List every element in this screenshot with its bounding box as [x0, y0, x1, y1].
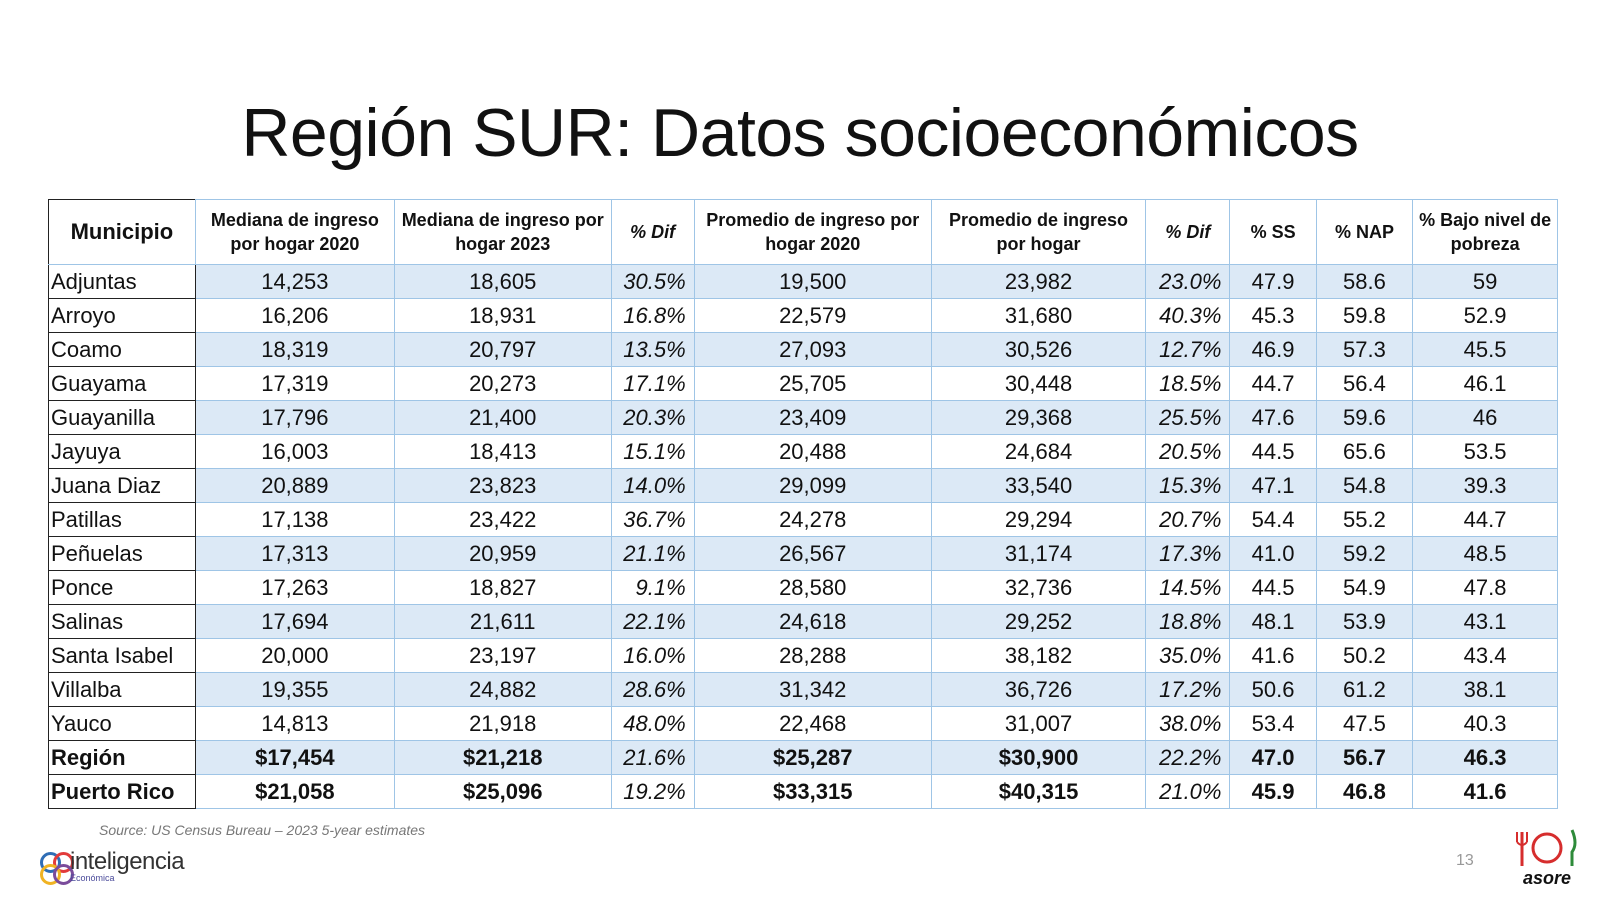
cell-dif-promedio: 25.5% [1146, 401, 1230, 435]
cell-mediana-2023: 20,797 [394, 333, 611, 367]
asore-logo [1512, 826, 1582, 896]
cell-promedio-2020: 24,278 [694, 503, 931, 537]
header-municipio: Municipio [49, 200, 196, 265]
cell-nap: 61.2 [1316, 673, 1412, 707]
cell-municipio: Guayama [49, 367, 196, 401]
cell-promedio-2020: 20,488 [694, 435, 931, 469]
cell-mediana-2023: 21,611 [394, 605, 611, 639]
cell-municipio: Ponce [49, 571, 196, 605]
cell-nap: 50.2 [1316, 639, 1412, 673]
cell-nap: 56.4 [1316, 367, 1412, 401]
cell-ss: 44.7 [1230, 367, 1316, 401]
cell-mediana-2020: 14,253 [195, 265, 394, 299]
cell-nap: 59.8 [1316, 299, 1412, 333]
cell-bajo-pobreza: 38.1 [1413, 673, 1558, 707]
cell-municipio: Coamo [49, 333, 196, 367]
header-mediana-2020: Mediana de ingreso por hogar 2020 [195, 200, 394, 265]
cell-ss: 47.9 [1230, 265, 1316, 299]
cell-nap: 59.2 [1316, 537, 1412, 571]
cell-mediana-2023: 18,413 [394, 435, 611, 469]
cell-mediana-2020: $17,454 [195, 741, 394, 775]
cell-promedio-2020: $33,315 [694, 775, 931, 809]
cell-mediana-2023: 18,827 [394, 571, 611, 605]
cell-mediana-2023: 21,400 [394, 401, 611, 435]
cell-promedio: 29,294 [931, 503, 1146, 537]
table-row [49, 537, 1558, 571]
cell-bajo-pobreza: 43.1 [1413, 605, 1558, 639]
cell-dif-promedio: 22.2% [1146, 741, 1230, 775]
source-note: Source: US Census Bureau – 2023 5-year estimates [99, 822, 426, 838]
cell-promedio: 31,007 [931, 707, 1146, 741]
table-row [49, 265, 1558, 299]
cell-mediana-2020: 17,313 [195, 537, 394, 571]
header-mediana-2023: Mediana de ingreso por hogar 2023 [394, 200, 611, 265]
restaurant-utensils-icon [1512, 826, 1582, 872]
cell-ss: 48.1 [1230, 605, 1316, 639]
header-bajo-pobreza: % Bajo nivel de pobreza [1413, 200, 1558, 265]
table-row [49, 333, 1558, 367]
cell-ss: 44.5 [1230, 435, 1316, 469]
cell-dif-mediana: 30.5% [611, 265, 694, 299]
header-promedio: Promedio de ingreso por hogar [931, 200, 1146, 265]
cell-municipio: Región [49, 741, 196, 775]
cell-dif-mediana: 13.5% [611, 333, 694, 367]
cell-promedio-2020: 28,580 [694, 571, 931, 605]
cell-promedio: $30,900 [931, 741, 1146, 775]
logo-right-word: asore [1522, 868, 1572, 888]
cell-bajo-pobreza: 45.5 [1413, 333, 1558, 367]
cell-mediana-2020: 14,813 [195, 707, 394, 741]
cell-mediana-2020: 19,355 [195, 673, 394, 707]
cell-mediana-2023: 21,918 [394, 707, 611, 741]
cell-promedio: 31,680 [931, 299, 1146, 333]
cell-municipio: Santa Isabel [49, 639, 196, 673]
table-header-row [49, 200, 1558, 265]
cell-mediana-2020: $21,058 [195, 775, 394, 809]
cell-promedio-2020: 31,342 [694, 673, 931, 707]
header-ss: % SS [1230, 200, 1316, 265]
cell-municipio: Puerto Rico [49, 775, 196, 809]
table-row [49, 469, 1558, 503]
cell-promedio: 29,368 [931, 401, 1146, 435]
cell-promedio: 31,174 [931, 537, 1146, 571]
cell-mediana-2023: 20,273 [394, 367, 611, 401]
cell-bajo-pobreza: 48.5 [1413, 537, 1558, 571]
cell-mediana-2020: 17,263 [195, 571, 394, 605]
cell-bajo-pobreza: 41.6 [1413, 775, 1558, 809]
cell-ss: 44.5 [1230, 571, 1316, 605]
cell-dif-mediana: 17.1% [611, 367, 694, 401]
cell-nap: 56.7 [1316, 741, 1412, 775]
cell-dif-mediana: 36.7% [611, 503, 694, 537]
cell-mediana-2020: 20,889 [195, 469, 394, 503]
cell-promedio-2020: 29,099 [694, 469, 931, 503]
cell-dif-promedio: 20.5% [1146, 435, 1230, 469]
cell-promedio: 33,540 [931, 469, 1146, 503]
cell-municipio: Juana Diaz [49, 469, 196, 503]
cell-dif-mediana: 28.6% [611, 673, 694, 707]
logo-left-sub: Económica [70, 873, 115, 883]
cell-nap: 46.8 [1316, 775, 1412, 809]
cell-nap: 54.9 [1316, 571, 1412, 605]
table-body [49, 265, 1558, 809]
cell-mediana-2020: 17,138 [195, 503, 394, 537]
cell-dif-mediana: 19.2% [611, 775, 694, 809]
cell-municipio: Yauco [49, 707, 196, 741]
cell-ss: 41.6 [1230, 639, 1316, 673]
cell-nap: 58.6 [1316, 265, 1412, 299]
cell-dif-mediana: 16.8% [611, 299, 694, 333]
cell-dif-mediana: 21.1% [611, 537, 694, 571]
cell-bajo-pobreza: 59 [1413, 265, 1558, 299]
cell-bajo-pobreza: 44.7 [1413, 503, 1558, 537]
cell-dif-mediana: 21.6% [611, 741, 694, 775]
cell-dif-promedio: 18.5% [1146, 367, 1230, 401]
cell-mediana-2023: 23,823 [394, 469, 611, 503]
cell-nap: 65.6 [1316, 435, 1412, 469]
cell-dif-promedio: 14.5% [1146, 571, 1230, 605]
cell-municipio: Arroyo [49, 299, 196, 333]
page-number: 13 [1456, 852, 1474, 869]
cell-mediana-2023: 23,197 [394, 639, 611, 673]
cell-municipio: Jayuya [49, 435, 196, 469]
cell-mediana-2023: $25,096 [394, 775, 611, 809]
header-dif-mediana: % Dif [611, 200, 694, 265]
cell-ss: 41.0 [1230, 537, 1316, 571]
cell-nap: 59.6 [1316, 401, 1412, 435]
cell-ss: 54.4 [1230, 503, 1316, 537]
cell-municipio: Villalba [49, 673, 196, 707]
cell-mediana-2020: 17,796 [195, 401, 394, 435]
cell-promedio-2020: 19,500 [694, 265, 931, 299]
cell-mediana-2023: 23,422 [394, 503, 611, 537]
logo-left-word: inteligencia [70, 848, 185, 875]
cell-ss: 46.9 [1230, 333, 1316, 367]
cell-dif-promedio: 15.3% [1146, 469, 1230, 503]
cell-promedio: $40,315 [931, 775, 1146, 809]
table-row [49, 401, 1558, 435]
cell-dif-mediana: 9.1% [611, 571, 694, 605]
cell-dif-promedio: 18.8% [1146, 605, 1230, 639]
cell-nap: 47.5 [1316, 707, 1412, 741]
cell-ss: 50.6 [1230, 673, 1316, 707]
cell-municipio: Adjuntas [49, 265, 196, 299]
cell-ss: 47.1 [1230, 469, 1316, 503]
cell-ss: 45.9 [1230, 775, 1316, 809]
cell-mediana-2020: 16,003 [195, 435, 394, 469]
cell-promedio-2020: 22,579 [694, 299, 931, 333]
cell-bajo-pobreza: 47.8 [1413, 571, 1558, 605]
cell-bajo-pobreza: 46.1 [1413, 367, 1558, 401]
cell-promedio-2020: 25,705 [694, 367, 931, 401]
cell-ss: 53.4 [1230, 707, 1316, 741]
cell-promedio-2020: $25,287 [694, 741, 931, 775]
cell-dif-mediana: 20.3% [611, 401, 694, 435]
cell-promedio-2020: 27,093 [694, 333, 931, 367]
cell-bajo-pobreza: 43.4 [1413, 639, 1558, 673]
cell-promedio: 32,736 [931, 571, 1146, 605]
table-row [49, 503, 1558, 537]
cell-dif-mediana: 16.0% [611, 639, 694, 673]
table-row [49, 571, 1558, 605]
cell-promedio-2020: 23,409 [694, 401, 931, 435]
cell-municipio: Salinas [49, 605, 196, 639]
table-row [49, 707, 1558, 741]
cell-dif-promedio: 17.2% [1146, 673, 1230, 707]
cell-mediana-2020: 20,000 [195, 639, 394, 673]
cell-dif-promedio: 20.7% [1146, 503, 1230, 537]
table-row [49, 299, 1558, 333]
table-row [49, 741, 1558, 775]
cell-promedio-2020: 24,618 [694, 605, 931, 639]
table-row [49, 367, 1558, 401]
cell-dif-promedio: 40.3% [1146, 299, 1230, 333]
table-row [49, 605, 1558, 639]
cell-dif-promedio: 21.0% [1146, 775, 1230, 809]
cell-municipio: Guayanilla [49, 401, 196, 435]
cell-mediana-2020: 17,319 [195, 367, 394, 401]
cell-promedio: 30,448 [931, 367, 1146, 401]
cell-dif-promedio: 38.0% [1146, 707, 1230, 741]
cell-bajo-pobreza: 46.3 [1413, 741, 1558, 775]
cell-ss: 47.6 [1230, 401, 1316, 435]
cell-promedio: 38,182 [931, 639, 1146, 673]
cell-promedio-2020: 26,567 [694, 537, 931, 571]
cell-bajo-pobreza: 40.3 [1413, 707, 1558, 741]
cell-bajo-pobreza: 39.3 [1413, 469, 1558, 503]
cell-promedio: 29,252 [931, 605, 1146, 639]
cell-mediana-2023: 24,882 [394, 673, 611, 707]
cell-dif-mediana: 22.1% [611, 605, 694, 639]
cell-dif-mediana: 48.0% [611, 707, 694, 741]
cell-promedio: 23,982 [931, 265, 1146, 299]
cell-promedio: 24,684 [931, 435, 1146, 469]
cell-mediana-2020: 16,206 [195, 299, 394, 333]
cell-promedio: 30,526 [931, 333, 1146, 367]
cell-ss: 45.3 [1230, 299, 1316, 333]
cell-municipio: Peñuelas [49, 537, 196, 571]
cell-mediana-2020: 18,319 [195, 333, 394, 367]
cell-promedio-2020: 28,288 [694, 639, 931, 673]
cell-dif-promedio: 12.7% [1146, 333, 1230, 367]
cell-dif-promedio: 35.0% [1146, 639, 1230, 673]
cell-mediana-2023: $21,218 [394, 741, 611, 775]
cell-bajo-pobreza: 46 [1413, 401, 1558, 435]
cell-mediana-2023: 18,931 [394, 299, 611, 333]
cell-nap: 55.2 [1316, 503, 1412, 537]
cell-bajo-pobreza: 53.5 [1413, 435, 1558, 469]
table-row [49, 435, 1558, 469]
cell-municipio: Patillas [49, 503, 196, 537]
table-row [49, 639, 1558, 673]
cell-dif-mediana: 14.0% [611, 469, 694, 503]
header-dif-promedio: % Dif [1146, 200, 1230, 265]
cell-nap: 54.8 [1316, 469, 1412, 503]
cell-mediana-2023: 18,605 [394, 265, 611, 299]
table-row [49, 775, 1558, 809]
cell-nap: 53.9 [1316, 605, 1412, 639]
cell-promedio: 36,726 [931, 673, 1146, 707]
table-row [49, 673, 1558, 707]
cell-mediana-2023: 20,959 [394, 537, 611, 571]
cell-mediana-2020: 17,694 [195, 605, 394, 639]
cell-dif-mediana: 15.1% [611, 435, 694, 469]
header-promedio-2020: Promedio de ingreso por hogar 2020 [694, 200, 931, 265]
socioeconomic-table [48, 199, 1558, 809]
cell-ss: 47.0 [1230, 741, 1316, 775]
cell-promedio-2020: 22,468 [694, 707, 931, 741]
cell-bajo-pobreza: 52.9 [1413, 299, 1558, 333]
cell-dif-promedio: 23.0% [1146, 265, 1230, 299]
page-title: Región SUR: Datos socioeconómicos [241, 95, 1359, 171]
cell-nap: 57.3 [1316, 333, 1412, 367]
cell-dif-promedio: 17.3% [1146, 537, 1230, 571]
header-nap: % NAP [1316, 200, 1412, 265]
